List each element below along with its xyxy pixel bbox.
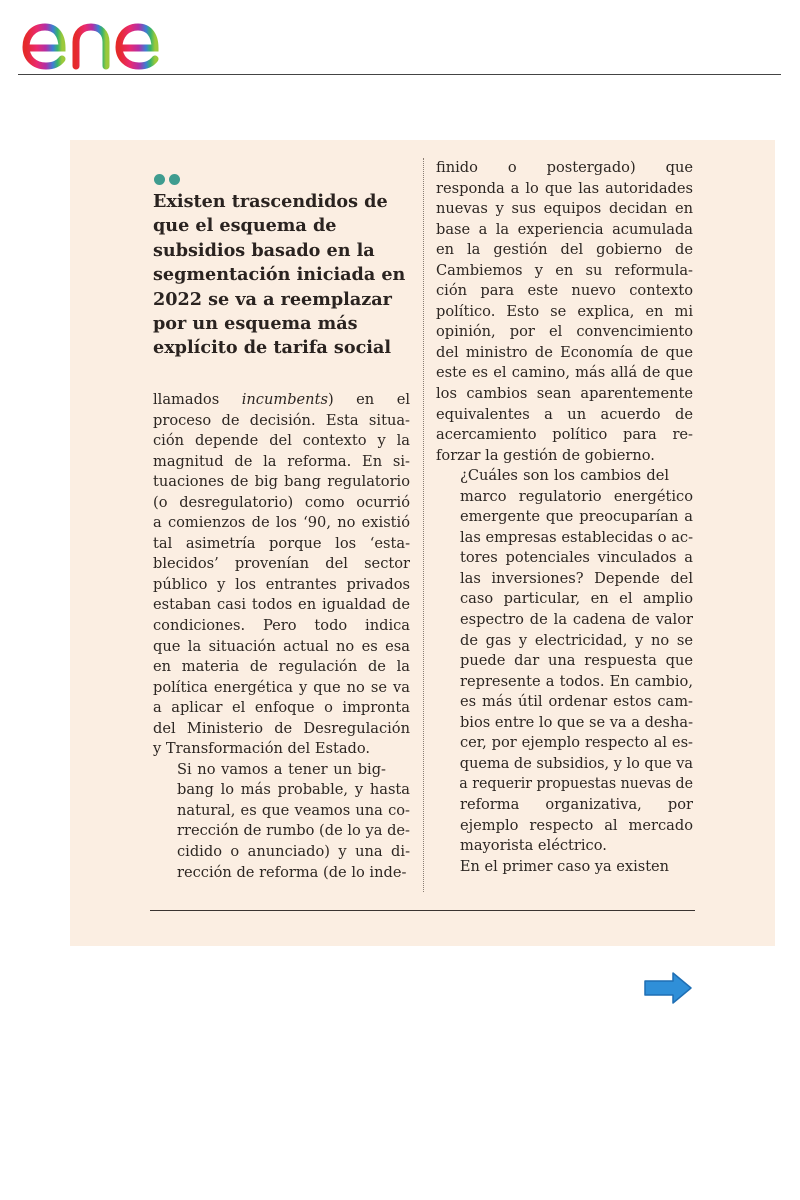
text-line: forzar la gestión de gobierno. [436, 446, 655, 464]
text-line: es más útil ordenar estos cam- [460, 693, 693, 711]
text-line: ¿Cuáles son los cambios del [460, 467, 669, 485]
text-line: las empresas establecidas o ac- [460, 528, 693, 546]
text-line: público y los entrantes privados [153, 575, 410, 593]
text-line: opinión, por el convencimiento [436, 323, 693, 341]
text-line: ción para este nuevo contexto [436, 282, 693, 300]
article-left-column [153, 390, 410, 883]
text-line: (o desregulatorio) como ocurrió [153, 493, 410, 511]
text-line: natural, es que veamos una co- [177, 801, 410, 819]
text-line: En el primer caso ya existen [459, 857, 669, 875]
text-line: del Ministerio de Desregulación [153, 719, 410, 737]
text-line: quema de subsidios, y lo que va [459, 754, 693, 772]
text-line: tuaciones de big bang regulatorio [153, 473, 410, 491]
text-line: marco regulatorio energético [460, 487, 693, 505]
text-line: a comienzos de los ‘90, no existió [153, 514, 410, 532]
text-line: tores potenciales vinculados a [460, 549, 693, 567]
text-line: las inversiones? Depende del [460, 569, 693, 587]
text-line: rección de reforma (de lo inde- [177, 863, 407, 881]
text-line: y Transformación del Estado. [153, 740, 371, 758]
text-line: cidido o anunciado) y una di- [177, 843, 410, 861]
text-line: magnitud de la reforma. En si- [153, 452, 410, 470]
accent-dots-icon [154, 174, 184, 186]
text-line: bang lo más probable, y hasta [177, 781, 410, 799]
text-line: emergente que preocuparían a [460, 508, 693, 526]
article-paragraph [436, 857, 693, 878]
header-divider [18, 74, 781, 75]
text-line: Cambiemos y en su reformula- [436, 261, 693, 279]
text-line: tal asimetría porque los ‘esta- [153, 534, 410, 552]
article-paragraph [153, 760, 410, 883]
text-line: a aplicar el enfoque o impronta [153, 699, 410, 717]
text-line: político. Esto se explica, en mi [436, 302, 693, 320]
text-line: equivalentes a un acuerdo de [436, 405, 693, 423]
text-line: nuevas y sus equipos decidan en [436, 200, 693, 218]
text-line: condiciones. Pero todo indica [153, 617, 410, 635]
text-line: proceso de decisión. Esta situa- [153, 411, 410, 429]
article-paragraph [153, 390, 410, 760]
text-line: llamados incumbents) en el [153, 391, 410, 408]
text-line: ción depende del contexto y la [153, 432, 410, 450]
text-line: rrección de rumbo (de lo ya de- [177, 822, 410, 840]
text-line: base a la experiencia acumulada [436, 220, 693, 238]
article-paragraph [436, 158, 693, 466]
text-line: del ministro de Economía de que [436, 343, 693, 361]
article-headline: Existen trascendidos de que el esquema de subsidios basado en la segmentación iniciada en 2022 se va a reemplazar por un esquema más explícito de tarifa social [153, 191, 406, 359]
article-right-column [436, 158, 693, 877]
text-line: puede dar una respuesta que [460, 652, 693, 670]
text-line: estaban casi todos en igualdad de [153, 596, 410, 614]
text-line: los cambios sean aparentemente [436, 385, 693, 403]
text-line: bios entre lo que se va a desha- [459, 713, 693, 731]
text-line: en materia de regulación de la [153, 658, 410, 676]
article-paragraph [436, 466, 693, 856]
text-line: que la situación actual no es esa [153, 637, 410, 655]
text-line: en la gestión del gobierno de [436, 241, 693, 259]
text-line: este es el camino, más allá de que [436, 364, 693, 382]
clipping-bottom-rule [150, 910, 695, 911]
text-line: Si no vamos a tener un big- [177, 760, 386, 778]
text-line: responda a lo que las autoridades [436, 179, 693, 197]
text-line: mayorista eléctrico. [460, 837, 607, 855]
enel-logo [18, 4, 190, 70]
column-divider [423, 158, 424, 892]
arrow-right-icon[interactable] [642, 970, 694, 1006]
text-line: ejemplo respecto al mercado [460, 816, 693, 834]
text-line: represente a todos. En cambio, [460, 672, 693, 690]
text-line: acercamiento político para re- [436, 426, 693, 444]
text-line: cer, por ejemplo respecto al es- [460, 734, 693, 752]
text-line: política energética y que no se va [153, 678, 410, 696]
text-line: a requerir propuestas nuevas de [459, 775, 693, 793]
text-line: espectro de la cadena de valor [460, 611, 693, 629]
text-line: reforma organizativa, por [460, 795, 693, 813]
text-line: caso particular, en el amplio [460, 590, 693, 608]
text-line: finido o postergado) que [436, 159, 693, 176]
text-line: de gas y electricidad, y no se [460, 631, 693, 649]
text-line: blecidos’ provenían del sector [153, 555, 410, 573]
